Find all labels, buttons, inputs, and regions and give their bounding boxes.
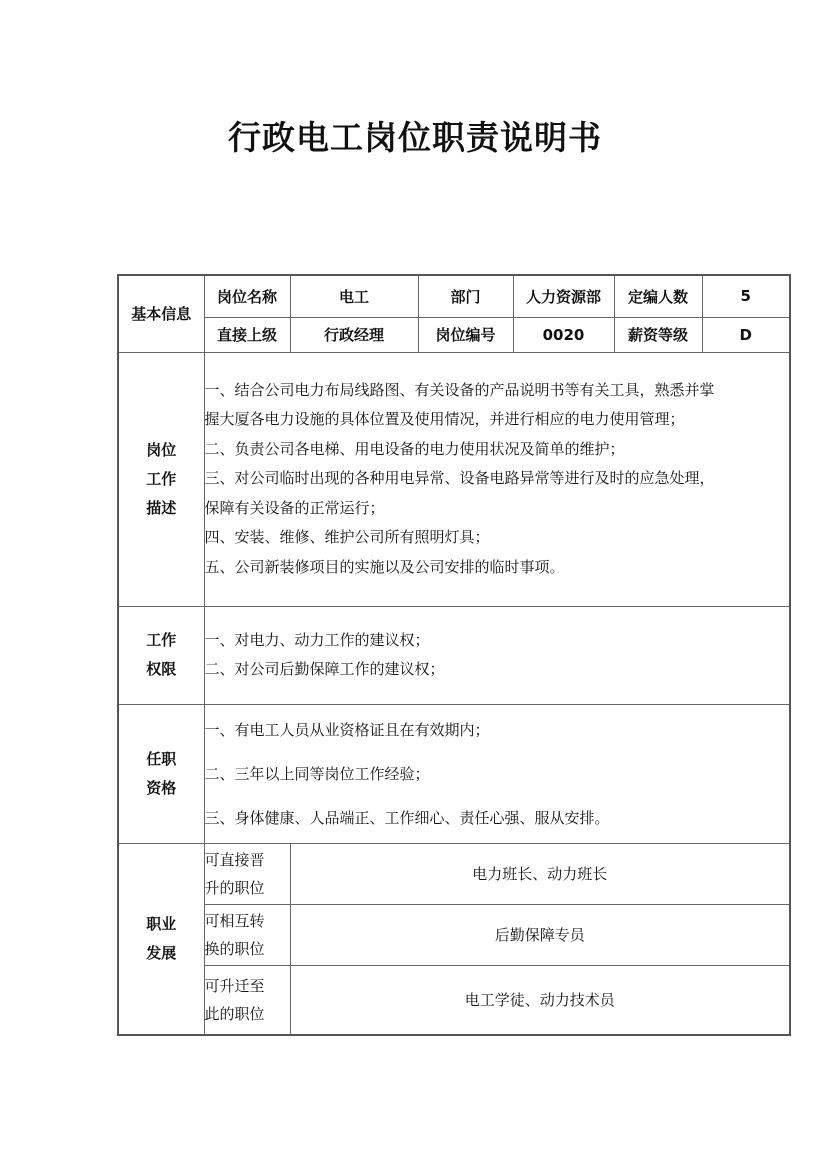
authority-content [204, 606, 790, 704]
label-line: 任职 [146, 749, 177, 768]
qualification-line: 一、有电工人员从业资格证且在有效期内； [204, 720, 490, 739]
basic-info-label: 基本信息 [118, 275, 204, 352]
label-line: 工作 [146, 631, 177, 649]
salary-grade-key: 薪资等级 [614, 317, 702, 352]
salary-grade-value: D [702, 317, 790, 352]
career-row-3 [118, 965, 790, 1035]
position-code-value: 0020 [513, 317, 614, 352]
qualification-line: 三、身体健康、人品端正、工作细心、责任心强、服从安排。 [204, 808, 610, 827]
career-key [204, 904, 290, 965]
career-value: 后勤保障专员 [290, 904, 790, 965]
career-label [118, 843, 204, 1035]
qualification-line: 二、三年以上同等岗位工作经验； [204, 764, 430, 783]
qualification-content [204, 704, 790, 843]
position-code-key: 岗位编号 [418, 317, 513, 352]
description-line: 二、负责公司各电梯、用电设备的电力使用状况及简单的维护； [204, 439, 625, 458]
job-description-content [204, 352, 790, 606]
department-value: 人力资源部 [513, 275, 614, 317]
career-row-2 [118, 904, 790, 965]
career-key-line: 升的职位 [204, 878, 265, 897]
supervisor-value: 行政经理 [290, 317, 418, 352]
authority-line: 二、对公司后勤保障工作的建议权； [204, 660, 445, 678]
qualification-row [118, 704, 790, 843]
job-description-table [117, 274, 791, 1036]
description-line: 三、对公司临时出现的各种用电异常、设备电路异常等进行及时的应急处理， [204, 469, 715, 488]
label-line: 岗位 [146, 440, 177, 459]
career-row-1 [118, 843, 790, 904]
label-line: 发展 [146, 943, 177, 962]
label-line: 资格 [146, 778, 177, 797]
qualification-label [118, 704, 204, 843]
position-name-value: 电工 [290, 275, 418, 317]
description-line: 一、结合公司电力布局线路图、有关设备的产品说明书等有关工具，熟悉并掌 [204, 380, 715, 399]
career-key-line: 可升迁至 [204, 976, 265, 995]
headcount-value: 5 [702, 275, 790, 317]
description-line: 四、安装、维修、维护公司所有照明灯具； [204, 528, 490, 547]
label-line: 职业 [146, 914, 177, 933]
label-line: 权限 [146, 660, 177, 678]
supervisor-key: 直接上级 [204, 317, 290, 352]
career-key [204, 965, 290, 1035]
job-description-label [118, 352, 204, 606]
basic-info-row-2 [118, 317, 790, 352]
career-value: 电工学徒、动力技术员 [290, 965, 790, 1035]
career-key-line: 可相互转 [204, 911, 265, 930]
career-key [204, 843, 290, 904]
position-name-key: 岗位名称 [204, 275, 290, 317]
description-line: 五、公司新装修项目的实施以及公司安排的临时事项。 [204, 557, 565, 576]
description-line: 握大厦各电力设施的具体位置及使用情况，并进行相应的电力使用管理； [204, 410, 685, 429]
description-line: 保障有关设备的正常运行； [204, 498, 385, 517]
authority-row [118, 606, 790, 704]
authority-line: 一、对电力、动力工作的建议权； [204, 630, 430, 649]
career-key-line: 此的职位 [204, 1004, 265, 1023]
basic-info-row-1 [118, 275, 790, 317]
authority-label [118, 606, 204, 704]
label-line: 描述 [146, 498, 177, 517]
career-value: 电力班长、动力班长 [290, 843, 790, 904]
headcount-key: 定编人数 [614, 275, 702, 317]
department-key: 部门 [418, 275, 513, 317]
career-key-line: 可直接晋 [204, 850, 265, 869]
page-title: 行政电工岗位职责说明书 [228, 118, 602, 157]
job-description-row [118, 352, 790, 606]
career-key-line: 换的职位 [204, 939, 265, 958]
label-line: 工作 [146, 469, 177, 488]
